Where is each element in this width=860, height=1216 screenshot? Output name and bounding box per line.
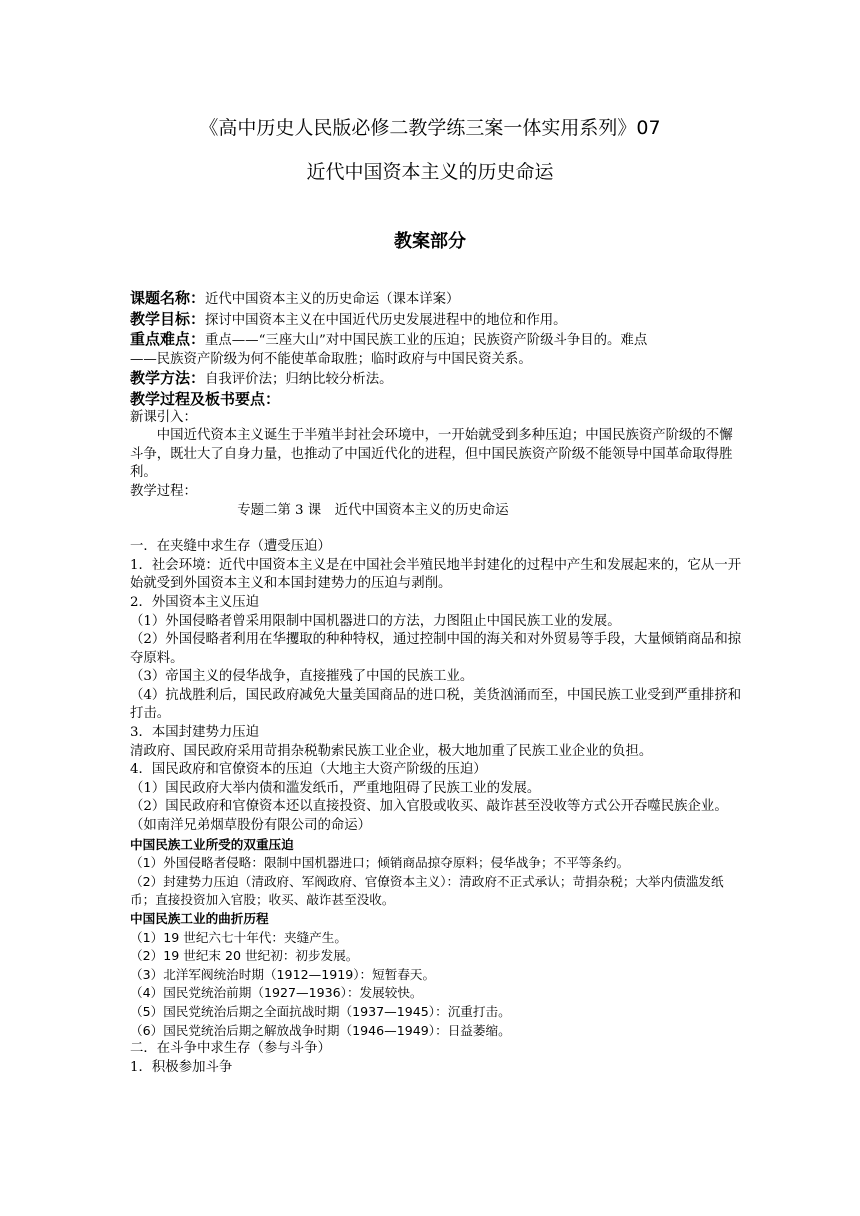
- history-item-2: （2）19 世纪末 20 世纪初：初步发展。: [130, 948, 359, 964]
- history-item-1: （1）19 世纪六七十年代：夹缝产生。: [130, 929, 347, 945]
- history-item-4: （4）国民党统治前期（1927—1936）：发展较快。: [130, 985, 423, 1001]
- section-2-item-1: 1．积极参加斗争: [130, 1059, 233, 1075]
- topic-label: 课题名称：: [130, 289, 206, 307]
- section-1-item-2d: （4）抗战胜利后，国民政府减免大量美国商品的进口税，美货汹涌而至，中国民族工业受到严重排挤和打击。: [130, 687, 742, 722]
- section-1-item-3a: 清政府、国民政府采用苛捐杂税勒索民族工业企业，极大地加重了民族工业企业的负担。: [130, 743, 653, 759]
- section-1-item-2c: （3）帝国主义的侵华战争，直接摧残了中国的民族工业。: [130, 669, 474, 685]
- section-title: 教案部分: [394, 231, 466, 252]
- section-1-item-2b: （2）外国侵略者利用在华攫取的种种特权，通过控制中国的海关和对外贸易等手段，大量倾销商品和掠夺原料。: [130, 632, 742, 666]
- spacer: [130, 520, 745, 538]
- goal-line: [130, 310, 745, 331]
- lesson-title: 专题二第 3 课 近代中国资本主义的历史命运: [237, 502, 509, 518]
- process-subheading: 教学过程：: [130, 483, 197, 499]
- section-1-item-2a: （1）外国侵略者曾采用限制中国机器进口的方法，力图阻止中国民族工业的发展。: [130, 613, 621, 629]
- history-item-3: （3）北洋军阀统治时期（1912—1919）：短暂春天。: [130, 966, 436, 982]
- goal-value: 探讨中国资本主义在中国近代历史发展进程中的地位和作用。: [205, 312, 567, 328]
- method-label: 教学方法：: [130, 369, 206, 388]
- document-body: [130, 289, 745, 1077]
- topic-value: 近代中国资本主义的历史命运（课本详案）: [205, 292, 460, 307]
- oppression-item-1: （1）外国侵略者侵略：限制中国机器进口；倾销商品掠夺原料；侵华战争；不平等条约。: [130, 855, 630, 871]
- history-heading: 中国民族工业的曲折历程: [130, 911, 269, 926]
- intro-label: 新课引入：: [130, 409, 197, 425]
- document-title: 《高中历史人民版必修二教学练三案一体实用系列》07: [199, 117, 661, 139]
- process-label: 教学过程及板书要点：: [130, 389, 281, 408]
- oppression-item-2: （2）封建势力压迫（清政府、军阀政府、官僚资本主义）：清政府不正式承认；苛捐杂税；大举内债滥发纸币；直接投资加入官股；收买、敲诈甚至没收。: [130, 873, 724, 908]
- history-item-5: （5）国民党统治后期之全面抗战时期（1937—1945）：沉重打击。: [130, 1003, 511, 1019]
- history-item-6: （6）国民党统治后期之解放战争时期（1946—1949）：日益萎缩。: [130, 1022, 511, 1038]
- keypoint-label: 重点难点：: [130, 330, 206, 349]
- goal-label: 教学目标：: [130, 309, 206, 328]
- section-1-item-3: 3．本国封建势力压迫: [130, 725, 260, 741]
- intro-paragraph: 中国近代资本主义诞生于半殖半封社会环境中，一开始就受到多种压迫；中国民族资产阶级的不懈斗争，既壮大了自身力量，也推动了中国近代化的进程，但中国民族资产阶级不能领导中国革命取得胜利。: [130, 428, 733, 481]
- section-1-item-4: 4．国民政府和官僚资本的压迫（大地主大资产阶级的压迫）: [130, 762, 487, 778]
- keypoint-line: [130, 330, 745, 351]
- section-1-item-4b: （2）国民政府和官僚资本还以直接投资、加入官股或收买、敲诈甚至没收等方式公开吞噬民族企业。（如南洋兄弟烟草股份有限公司的命运）: [130, 799, 728, 834]
- section-1-heading: 一．在夹缝中求生存（遭受压迫）: [130, 539, 331, 555]
- section-2-heading: 二．在斗争中求生存（参与斗争）: [130, 1041, 331, 1057]
- oppression-heading: 中国民族工业所受的双重压迫: [130, 836, 294, 852]
- topic-line: [130, 289, 745, 310]
- document-subtitle: 近代中国资本主义的历史命运: [306, 161, 554, 183]
- section-1-item-1: 1．社会环境：近代中国资本主义是在中国社会半殖民地半封建化的过程中产生和发展起来的，它从一开始就受到外国资本主义和本国封建势力的压迫与剥削。: [130, 557, 742, 592]
- keypoint-line-2: ——民族资产阶级为何不能使革命取胜；临时政府与中国民资关系。: [130, 351, 532, 367]
- section-1-item-4a: （1）国民政府大举内债和滥发纸币，严重地阻碍了民族工业的发展。: [130, 780, 541, 796]
- section-1-item-2: 2．外国资本主义压迫: [130, 594, 260, 610]
- method-line: [130, 369, 745, 390]
- keypoint-value-1: 重点——“三座大山”对中国民族工业的压迫；民族资产阶级斗争目的。难点: [205, 333, 648, 349]
- method-value: 自我评价法；归纳比较分析法。: [205, 372, 393, 388]
